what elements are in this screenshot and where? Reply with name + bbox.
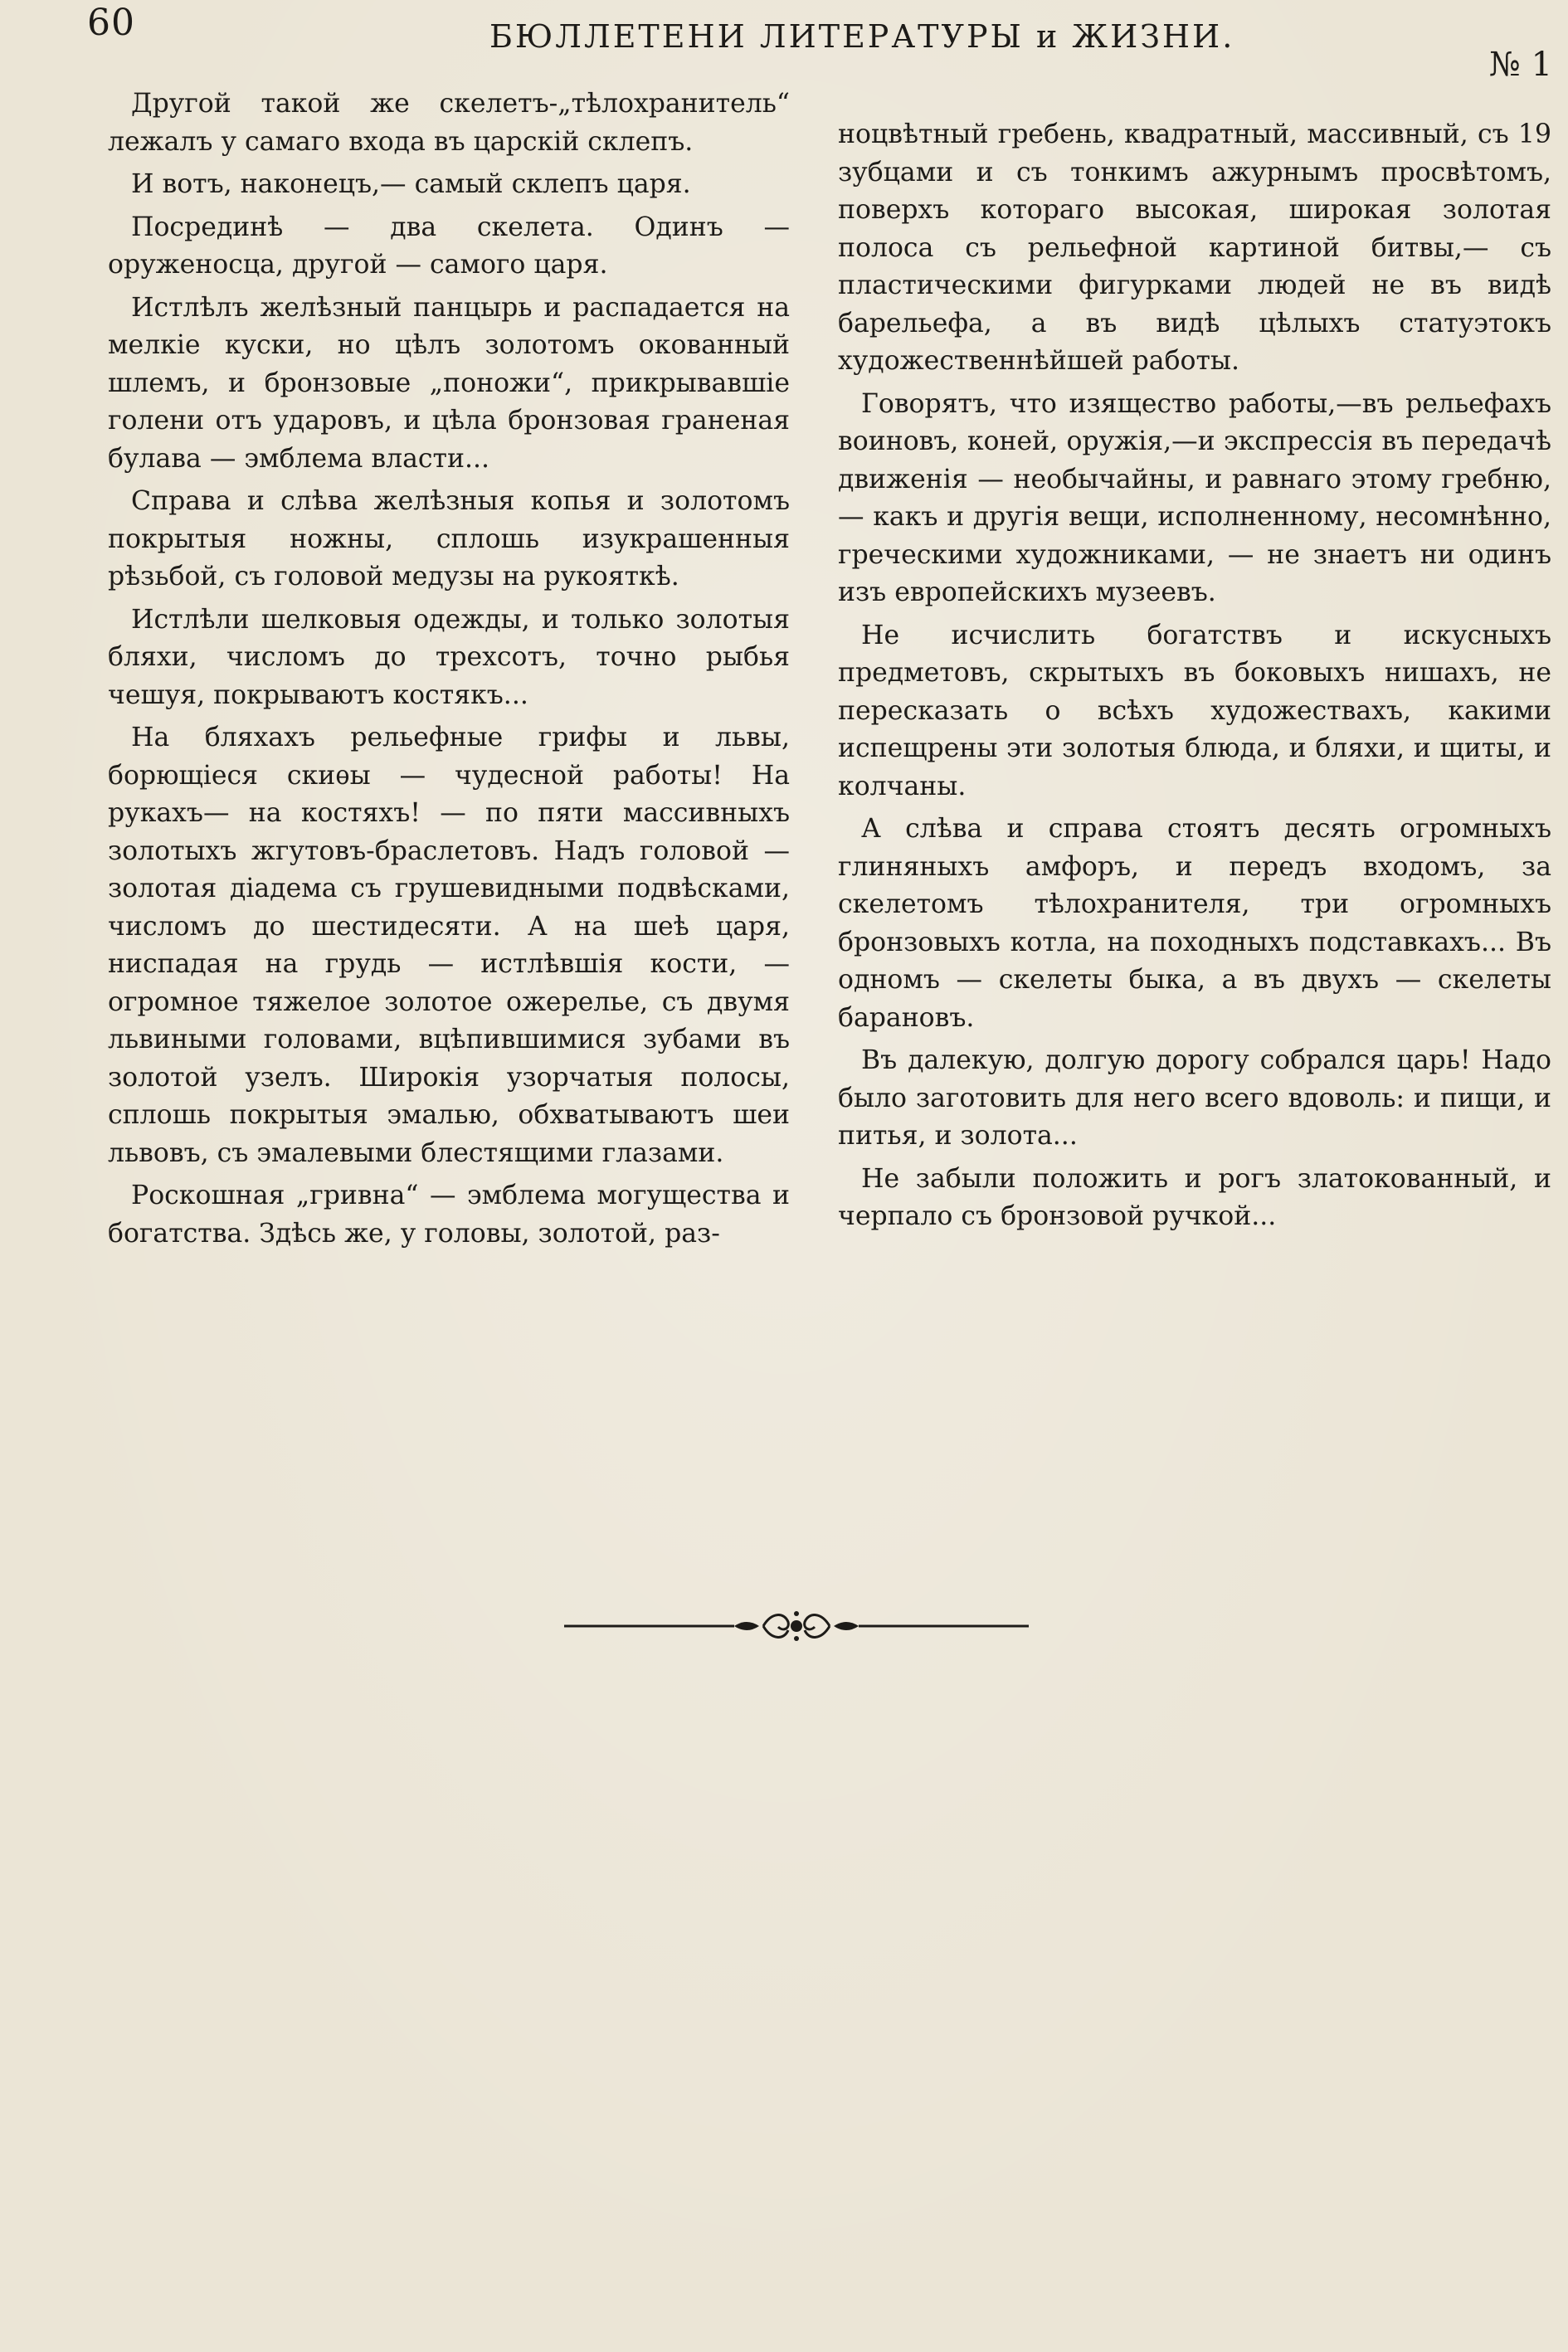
paragraph: Истлѣли шелковыя одежды, и только золотыя бляхи, числомъ до трехсотъ, точно рыбья чешуя, покрываютъ костякъ... (108, 604, 790, 710)
paragraph: Справа и слѣва желѣзныя копья и золотомъ покрытыя ножны, сплошь изукрашенныя рѣзьбой, съ головой медузы на рукояткѣ. (108, 486, 790, 592)
paragraph: Посрединѣ — два скелета. Одинъ — оруженосца, другой — самого царя. (108, 212, 790, 280)
paragraph: Въ далекую, долгую дорогу собрался царь! Надо было заготовить для него всего вдоволь: и пищи, и питья, и золота... (838, 1045, 1551, 1151)
paragraph: На бляхахъ рельефные грифы и львы, борющіеся скиѳы — чудесной работы! На рукахъ— на костяхъ! — по пяти массивныхъ золотыхъ жгутовъ-браслетовъ. Надъ головой — золотая діадема съ грушевидными подвѣсками, числомъ до шестидесяти. А на шеѣ царя, ниспадая на грудь — истлѣвшія кости, — огромное тяжелое золотое ожерелье, съ двумя львиными головами, вцѣпившимися зубами въ золотой узелъ. Широкія узорчатыя полосы, сплошь покрытыя эмалью, обхватываютъ шеи львовъ, съ эмалевыми блестящими глазами. (108, 723, 790, 1168)
paragraph: И вотъ, наконецъ,— самый склепъ царя. (131, 169, 691, 199)
paragraph: А слѣва и справа стоятъ десять огромныхъ глиняныхъ амфоръ, и передъ входомъ, за скелетомъ тѣлохранителя, три огромныхъ бронзовыхъ котла, на походныхъ подставкахъ... Въ одномъ — скелеты быка, а въ двухъ — скелеты барановъ. (838, 814, 1551, 1033)
left-column (108, 85, 790, 1258)
paragraph: Не забыли положить и рогъ златокованный, и черпало съ бронзовой ручкой... (838, 1163, 1551, 1231)
page-number: 60 (87, 2, 135, 44)
paragraph: Не исчислить богатствъ и искусныхъ предметовъ, скрытыхъ въ боковыхъ нишахъ, не пересказать о всѣхъ художествахъ, какими испещрены эти золотыя блюда, и бляхи, и щиты, и колчаны. (838, 620, 1551, 801)
paragraph: Роскошная „гривна“ — эмблема могущества и богатства. Здѣсь же, у головы, золотой, раз- (108, 1181, 790, 1249)
issue-number: № 1 (1489, 46, 1553, 84)
paragraph: Говорятъ, что изящество работы,—въ рельефахъ воиновъ, коней, оружія,—и экспрессія въ передачѣ движенія — необычайны, и равнаго этому гребню, — какъ и другія вещи, исполненному, несомнѣнно, греческими художниками, — не знаетъ ни одинъ изъ европейскихъ музеевъ. (838, 388, 1551, 607)
ornament-divider-icon (564, 1605, 1029, 1647)
right-column (838, 116, 1551, 1241)
paragraph-continued: ноцвѣтный гребень, квадратный, массивный, съ 19 зубцами и съ тонкимъ ажурнымъ просвѣтомъ, поверхъ котораго высокая, широкая золотая полоса съ рельефной картиной битвы,— съ пластическими фигурками людей не въ видѣ барельефа, а въ видѣ цѣлыхъ статуэтокъ художественнѣйшей работы. (838, 119, 1551, 376)
running-title: БЮЛЛЕТЕНИ ЛИТЕРАТУРЫ и ЖИЗНИ. (489, 18, 1235, 55)
paragraph: Другой такой же скелетъ-„тѣлохранитель“ лежалъ у самаго входа въ царскій склепъ. (108, 89, 790, 157)
paragraph: Истлѣлъ желѣзный панцырь и распадается на мелкіе куски, но цѣлъ золотомъ окованный шлемъ, и бронзовые „поножи“, прикрывавшіе голени отъ ударовъ, и цѣла бронзовая граненая булава — эмблема власти... (108, 292, 790, 474)
